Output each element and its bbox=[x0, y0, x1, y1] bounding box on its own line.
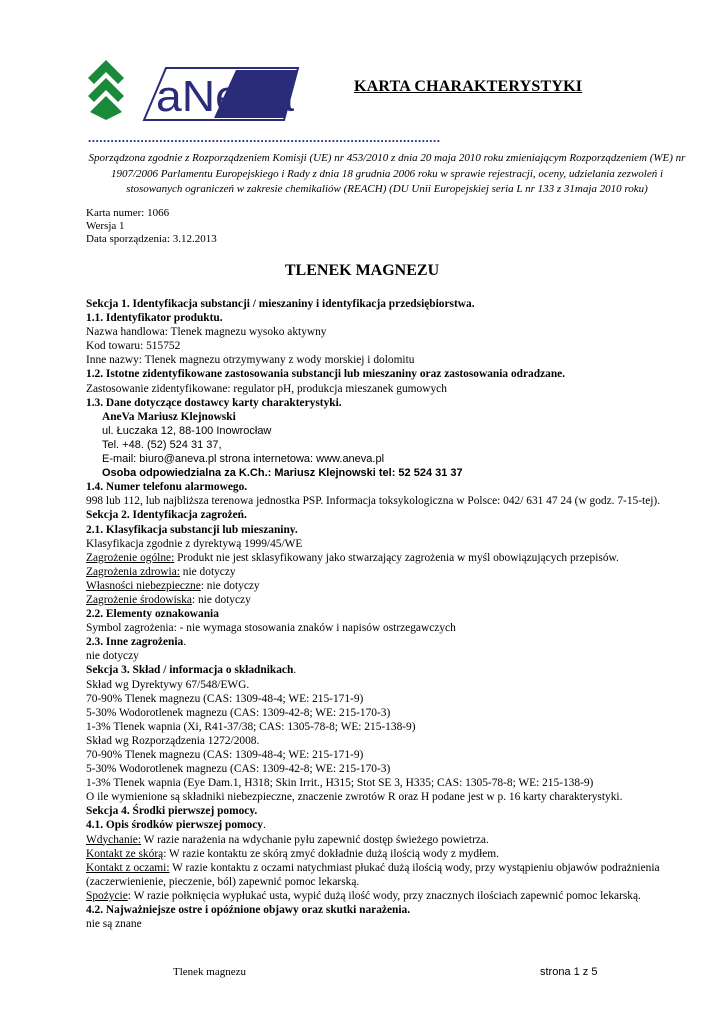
body-line bbox=[86, 903, 688, 917]
line-text: 1.3. Dane dotyczące dostawcy karty charakterystyki. bbox=[86, 396, 342, 409]
line-text: 2.2. Elementy oznakowania bbox=[86, 608, 219, 621]
dotted-separator: .............................................................................................. bbox=[88, 133, 441, 143]
card-version: Wersja 1 bbox=[86, 220, 125, 232]
body-line bbox=[86, 565, 688, 579]
line-text: 998 lub 112, lub najbliższa terenowa jednostka PSP. Informacja toksykologiczna w Polsce: 042/ 631 47 24 (w godz. 7-15-tej). bbox=[86, 495, 661, 508]
body-line bbox=[86, 917, 688, 931]
line-text: Osoba odpowiedzialna za K.Ch.: Mariusz Klejnowski tel: 52 524 31 37 bbox=[102, 467, 463, 480]
line-text: nie dotyczy bbox=[179, 565, 236, 578]
line-text: 70-90% Tlenek magnezu (CAS: 1309-48-4; WE: 215-171-9) bbox=[86, 749, 364, 761]
line-text: Skład wg Dyrektywy 67/548/EWG. bbox=[86, 678, 250, 691]
body-line bbox=[86, 748, 688, 762]
line-text: 1.4. Numer telefonu alarmowego. bbox=[86, 481, 248, 494]
body-line bbox=[86, 621, 688, 635]
line-text: W razie kontaktu z oczami natychmiast płukać dużą ilością wody, przy wystąpieniu objawów podrażnienia (zaczerwienienie, pieczenie, ból) zapewnić pomoc lekarską. bbox=[86, 861, 660, 888]
document-body bbox=[86, 297, 688, 931]
body-line bbox=[86, 790, 688, 804]
underlined-label: Zagrożenie ogólne: bbox=[86, 551, 175, 564]
body-line bbox=[86, 396, 688, 410]
body-line bbox=[86, 452, 688, 466]
line-text: O ile wymienione są składniki niebezpieczne, znaczenie zwrotów R oraz H podane jest w p. 16 karty charakterystyki. bbox=[86, 791, 623, 804]
body-line bbox=[86, 353, 688, 367]
body-line bbox=[86, 833, 688, 847]
body-line bbox=[86, 706, 688, 720]
line-tail: . bbox=[262, 819, 266, 832]
body-line bbox=[86, 635, 688, 649]
line-text: ul. Łuczaka 12, 88-100 Inowrocław bbox=[102, 424, 272, 437]
underlined-label: Spożycie bbox=[86, 889, 128, 902]
body-line bbox=[86, 734, 688, 748]
body-line bbox=[86, 593, 688, 607]
logo-wordmark bbox=[144, 68, 298, 121]
line-text: Klasyfikacja zgodnie z dyrektywą 1999/45/WE bbox=[86, 537, 303, 550]
line-tail: . bbox=[183, 636, 187, 649]
body-line bbox=[86, 339, 688, 353]
body-line bbox=[86, 776, 688, 790]
line-text: Zastosowanie zidentyfikowane: regulator pH, produkcja mieszanek gumowych bbox=[86, 382, 447, 395]
body-line bbox=[86, 551, 688, 565]
body-line bbox=[86, 720, 688, 734]
line-text: 2.3. Inne zagrożenia bbox=[86, 636, 184, 649]
regulation-note: Sporządzona zgodnie z Rozporządzeniem Komisji (UE) nr 453/2010 z dnia 20 maja 2010 roku zmieniającym Rozporządzeniem (WE) nr 1907/2006 Parlamentu Europejskiego i Rady z dnia 18 grudnia 2006 roku w sprawie rejestracji, oceny, udzielania zezwoleń i stosowanych ograniczeń w zakresie chemikaliów (REACH) (DU Unii Europejskiej seria L nr 133 z 31maja 2010 roku) bbox=[88, 152, 686, 195]
body-line bbox=[86, 424, 688, 438]
body-line bbox=[86, 297, 688, 311]
body-line bbox=[86, 762, 688, 776]
underlined-label: Własności niebezpieczne bbox=[86, 579, 201, 592]
line-text: W razie narażenia na wdychanie pyłu zapewnić dostęp świeżego powietrza. bbox=[141, 833, 489, 846]
body-line bbox=[86, 678, 688, 692]
line-text: AneVa Mariusz Klejnowski bbox=[102, 410, 236, 423]
substance-title: TLENEK MAGNEZU bbox=[284, 262, 440, 279]
logo-text: aNeVa bbox=[156, 72, 295, 121]
line-text: nie są znane bbox=[86, 918, 142, 931]
line-text: Tel. +48. (52) 524 31 37, bbox=[102, 438, 222, 451]
document-title: KARTA CHARAKTERYSTYKI bbox=[354, 78, 583, 95]
line-text: Inne nazwy: Tlenek magnezu otrzymywany z wody morskiej i dolomitu bbox=[86, 354, 415, 367]
line-text: 4.1. Opis środków pierwszej pomocy bbox=[86, 819, 263, 832]
body-line bbox=[86, 663, 688, 677]
line-text: Sekcja 3. Skład / informacja o składnikach bbox=[86, 664, 294, 677]
line-text: 1-3% Tlenek wapnia (Eye Dam.1, H318; Skin Irrit., H315; Stot SE 3, H335; CAS: 1305-78-8; WE: 215-138-9) bbox=[86, 777, 594, 790]
line-text: 2.1. Klasyfikacja substancji lub mieszaniny. bbox=[86, 523, 298, 536]
line-text: Nazwa handlowa: Tlenek magnezu wysoko aktywny bbox=[86, 326, 327, 339]
body-line bbox=[86, 649, 688, 663]
underlined-label: Zagrożenie środowiska bbox=[86, 593, 192, 606]
body-line bbox=[86, 861, 688, 889]
line-text: 4.2. Najważniejsze ostre i opóźnione objawy oraz skutki narażenia. bbox=[86, 904, 411, 917]
line-text: 5-30% Wodorotlenek magnezu (CAS: 1309-42-8; WE: 215-170-3) bbox=[86, 763, 391, 776]
line-text: E-mail: biuro@aneva.pl strona internetowa: www.aneva.pl bbox=[102, 453, 385, 466]
line-text: 1-3% Tlenek wapnia (Xi, R41-37/38; CAS: 1305-78-8; WE: 215-138-9) bbox=[86, 720, 416, 733]
body-line bbox=[86, 367, 688, 381]
line-text: Sekcja 1. Identyfikacja substancji / mieszaniny i identyfikacja przedsiębiorstwa. bbox=[86, 298, 475, 310]
footer-product: Tlenek magnezu bbox=[173, 966, 246, 978]
line-tail: . bbox=[293, 664, 297, 677]
body-line bbox=[86, 818, 688, 832]
line-text: : W razie połknięcia wypłukać usta, wypić dużą ilość wody, przy znacznych ilościach zapewnić pomoc lekarską. bbox=[127, 889, 641, 902]
body-line bbox=[86, 579, 688, 593]
underlined-label: Kontakt ze skórą bbox=[86, 847, 164, 860]
body-line bbox=[86, 537, 688, 551]
line-text: Symbol zagrożenia: - nie wymaga stosowania znaków i napisów ostrzegawczych bbox=[86, 622, 456, 635]
body-line bbox=[86, 508, 688, 522]
line-text: Kod towaru: 515752 bbox=[86, 340, 181, 353]
line-text: Skład wg Rozporządzenia 1272/2008. bbox=[86, 734, 260, 747]
body-line bbox=[86, 311, 688, 325]
card-number: Karta numer: 1066 bbox=[86, 207, 170, 219]
body-line bbox=[86, 804, 688, 818]
line-text: 5-30% Wodorotlenek magnezu (CAS: 1309-42-8; WE: 215-170-3) bbox=[86, 706, 391, 719]
body-line bbox=[86, 692, 688, 706]
aneva-logo bbox=[86, 58, 300, 122]
body-line bbox=[86, 847, 688, 861]
line-text: 1.2. Istotne zidentyfikowane zastosowania substancji lub mieszaniny oraz zastosowania odradzane. bbox=[86, 368, 566, 381]
underlined-label: Kontakt z oczami: bbox=[86, 861, 170, 874]
footer-page-number: strona 1 z 5 bbox=[540, 966, 598, 978]
card-meta bbox=[86, 207, 217, 246]
line-text: Sekcja 2. Identyfikacja zagrożeń. bbox=[86, 509, 247, 522]
logo-diamond-icon bbox=[88, 60, 124, 120]
line-text: 70-90% Tlenek magnezu (CAS: 1309-48-4; WE: 215-171-9) bbox=[86, 692, 364, 705]
line-text: Produkt nie jest sklasyfikowany jako stwarzający zagrożenia w myśl obowiązujących przepisów. bbox=[174, 551, 619, 564]
underlined-label: Wdychanie: bbox=[86, 833, 142, 846]
body-line bbox=[86, 325, 688, 339]
body-line bbox=[86, 438, 688, 452]
body-line bbox=[86, 523, 688, 537]
line-text: : W razie kontaktu ze skórą zmyć dokładnie dużą ilością wody z mydłem. bbox=[163, 847, 499, 860]
body-line bbox=[86, 889, 688, 903]
body-line bbox=[86, 607, 688, 621]
body-line bbox=[86, 494, 688, 508]
line-text: 1.1. Identyfikator produktu. bbox=[86, 312, 223, 325]
body-line bbox=[86, 466, 688, 480]
body-line bbox=[86, 410, 688, 424]
body-line bbox=[86, 480, 688, 494]
line-text: nie dotyczy bbox=[86, 650, 139, 663]
card-date: Data sporządzenia: 3.12.2013 bbox=[86, 233, 217, 245]
line-text: : nie dotyczy bbox=[200, 579, 260, 592]
line-text: Sekcja 4. Środki pierwszej pomocy. bbox=[86, 805, 258, 818]
line-text: : nie dotyczy bbox=[191, 593, 251, 606]
underlined-label: Zagrożenia zdrowia: bbox=[86, 565, 180, 578]
body-line bbox=[86, 382, 688, 396]
